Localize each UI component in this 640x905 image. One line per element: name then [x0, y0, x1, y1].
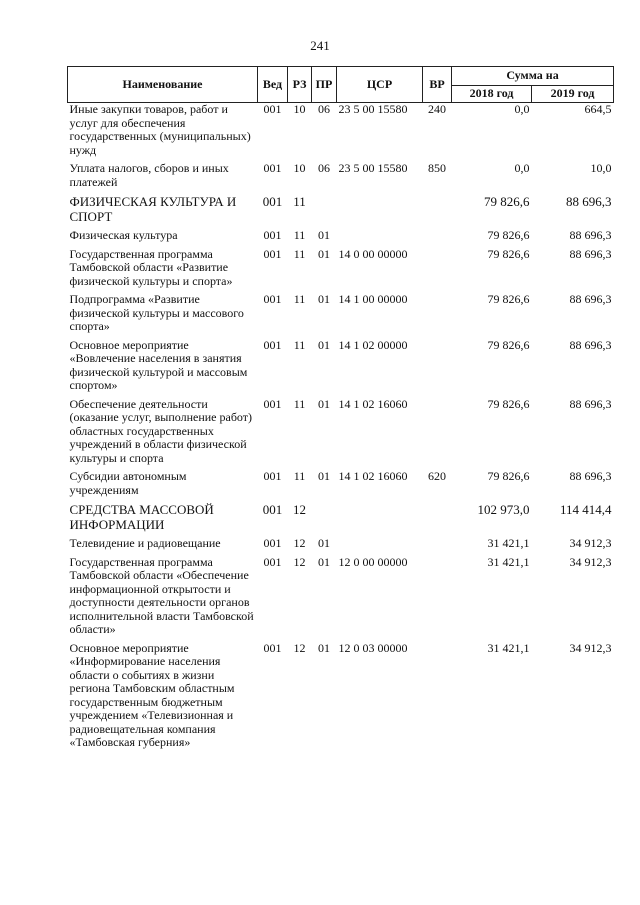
row-ved: 001: [263, 102, 282, 116]
row-sum-2018: 0,0: [514, 161, 530, 175]
table-row: [68, 398, 614, 471]
row-ved: 001: [263, 640, 282, 655]
row-pr: 01: [318, 337, 330, 352]
row-pr: 01: [318, 536, 330, 550]
row-rz: 12: [293, 536, 306, 550]
row-rz: 12: [293, 502, 306, 517]
table-header: [68, 67, 614, 103]
table-row: [68, 537, 614, 556]
header-csr: ЦСР: [337, 67, 423, 103]
row-sum-2019: 88 696,3: [569, 469, 612, 483]
row-name: Государственная программа Тамбовской области «Развитие физической культуры и спорта»: [69, 246, 233, 288]
header-sum-group: Сумма на: [452, 67, 614, 86]
row-ved: 001: [263, 246, 282, 261]
row-csr: 23 5 00 15580: [338, 102, 408, 116]
row-ved: 001: [263, 469, 282, 483]
row-pr: 01: [318, 396, 330, 411]
table-row: [68, 248, 614, 294]
row-sum-2019: 114 414,4: [559, 502, 612, 517]
row-name: Подпрограмма «Развитие физической культуры и массового спорта»: [69, 292, 244, 333]
row-name: Основное мероприятие «Вовлечение населения в занятия физической культурой и массовым спортом»: [69, 337, 248, 392]
row-csr: 14 1 02 16060: [338, 396, 408, 411]
row-name: Государственная программа Тамбовской области «Обеспечение информационной открытости и доступности деятельности органов исполнительной власти Тамбовской области»: [69, 554, 254, 636]
row-pr: 06: [318, 102, 330, 116]
row-ved: 001: [263, 536, 282, 550]
row-csr: [337, 502, 423, 537]
row-sum-2019: 88 696,3: [569, 228, 612, 242]
row-vr: [423, 642, 452, 755]
row-csr: [337, 194, 423, 229]
table-row: [68, 103, 614, 163]
table-row: [68, 293, 614, 339]
header-pr: ПР: [312, 67, 337, 103]
row-sum-2018: 79 826,6: [487, 396, 530, 411]
row-csr: 14 1 00 00000: [338, 292, 408, 306]
row-name: Телевидение и радиовещание: [69, 536, 221, 550]
row-name: ФИЗИЧЕСКАЯ КУЛЬТУРА И СПОРТ: [69, 194, 237, 224]
header-vr: ВР: [423, 67, 452, 103]
row-csr: [337, 229, 423, 248]
row-pr: [312, 194, 337, 229]
row-sum-2018: 31 421,1: [487, 536, 530, 550]
header-ved: Вед: [258, 67, 288, 103]
row-vr: [423, 537, 452, 556]
row-sum-2019: 88 696,3: [569, 292, 612, 306]
row-pr: 06: [318, 161, 330, 175]
row-sum-2019: 34 912,3: [569, 536, 612, 550]
row-sum-2018: 79 826,6: [484, 194, 530, 209]
row-vr: [423, 556, 452, 642]
row-vr: [423, 229, 452, 248]
row-csr: 14 1 02 00000: [338, 337, 408, 352]
table-row: [68, 339, 614, 398]
row-sum-2018: 0,0: [514, 102, 530, 116]
row-sum-2019: 10,0: [590, 161, 612, 175]
row-pr: 01: [318, 292, 330, 306]
row-csr: 14 0 00 00000: [338, 246, 408, 261]
header-2019: 2019 год: [532, 86, 614, 103]
row-sum-2018: 31 421,1: [487, 554, 530, 569]
row-csr: 12 0 00 00000: [338, 554, 408, 569]
row-rz: 11: [293, 292, 306, 306]
header-2018: 2018 год: [452, 86, 532, 103]
row-sum-2019: 88 696,3: [569, 337, 612, 352]
row-vr: [423, 398, 452, 471]
table-row: [68, 162, 614, 194]
budget-table: [67, 66, 614, 755]
row-sum-2018: 79 826,6: [487, 469, 530, 483]
row-sum-2018: 79 826,6: [487, 228, 530, 242]
row-rz: 11: [293, 469, 306, 483]
table-row: [68, 556, 614, 642]
row-name: Субсидии автономным учреждениям: [69, 469, 187, 497]
row-sum-2019: 88 696,3: [569, 246, 612, 261]
row-vr: 850: [428, 161, 446, 175]
header-rz: РЗ: [288, 67, 312, 103]
row-name: Основное мероприятие «Информирование населения области о событиях в жизни региона Тамбовским областным государственным бюджетным учреждением «Телевизионная и радиовещательная компания «Тамбовская губерния»: [69, 640, 235, 749]
row-rz: 11: [293, 396, 306, 411]
row-pr: 01: [318, 469, 330, 483]
row-name: СРЕДСТВА МАССОВОЙ ИНФОРМАЦИИ: [69, 502, 214, 532]
row-sum-2019: 88 696,3: [566, 194, 612, 209]
row-ved: 001: [263, 396, 282, 411]
row-pr: [312, 502, 337, 537]
table-body: [68, 103, 614, 755]
row-rz: 11: [293, 246, 306, 261]
row-csr: 14 1 02 16060: [338, 469, 408, 483]
row-sum-2018: 79 826,6: [487, 246, 530, 261]
row-ved: 001: [262, 502, 283, 517]
row-pr: 01: [318, 554, 330, 569]
row-rz: 10: [293, 161, 306, 175]
row-vr: 620: [428, 469, 446, 483]
header-name: Наименование: [68, 67, 258, 103]
row-rz: 10: [293, 102, 306, 116]
row-sum-2018: 79 826,6: [487, 337, 530, 352]
row-name: Уплата налогов, сборов и иных платежей: [69, 161, 229, 189]
row-sum-2019: 88 696,3: [569, 396, 612, 411]
row-name: Иные закупки товаров, работ и услуг для обеспечения государственных (муниципальных) нужд: [69, 102, 251, 157]
row-vr: [423, 339, 452, 398]
row-csr: [337, 537, 423, 556]
page-number: 241: [310, 38, 330, 53]
row-ved: 001: [263, 228, 282, 242]
row-sum-2019: 34 912,3: [569, 640, 612, 655]
row-vr: [423, 248, 452, 294]
row-name: Физическая культура: [69, 228, 178, 242]
row-sum-2019: 664,5: [584, 102, 612, 116]
row-sum-2019: 34 912,3: [569, 554, 612, 569]
row-vr: [423, 194, 452, 229]
row-rz: 11: [293, 228, 306, 242]
table-row: [68, 502, 614, 537]
row-vr: [423, 293, 452, 339]
row-pr: 01: [318, 640, 330, 655]
row-sum-2018: 79 826,6: [487, 292, 530, 306]
row-ved: 001: [263, 292, 282, 306]
row-pr: 01: [318, 246, 330, 261]
row-rz: 12: [293, 554, 306, 569]
row-ved: 001: [263, 337, 282, 352]
row-sum-2018: 31 421,1: [487, 640, 530, 655]
row-csr: 23 5 00 15580: [338, 161, 408, 175]
row-pr: 01: [318, 228, 330, 242]
row-vr: [423, 502, 452, 537]
row-ved: 001: [263, 161, 282, 175]
row-rz: 11: [293, 337, 306, 352]
row-vr: 240: [428, 102, 446, 116]
row-ved: 001: [263, 554, 282, 569]
row-name: Обеспечение деятельности (оказание услуг, выполнение работ) областных государственных учреждений в области физической культуры и спорта: [69, 396, 253, 465]
table-row: [68, 470, 614, 502]
row-rz: 11: [293, 194, 306, 209]
row-rz: 12: [293, 640, 306, 655]
table-row: [68, 642, 614, 755]
row-ved: 001: [262, 194, 283, 209]
row-sum-2018: 102 973,0: [477, 502, 530, 517]
row-csr: 12 0 03 00000: [338, 640, 408, 655]
table-row: [68, 194, 614, 229]
table-row: [68, 229, 614, 248]
